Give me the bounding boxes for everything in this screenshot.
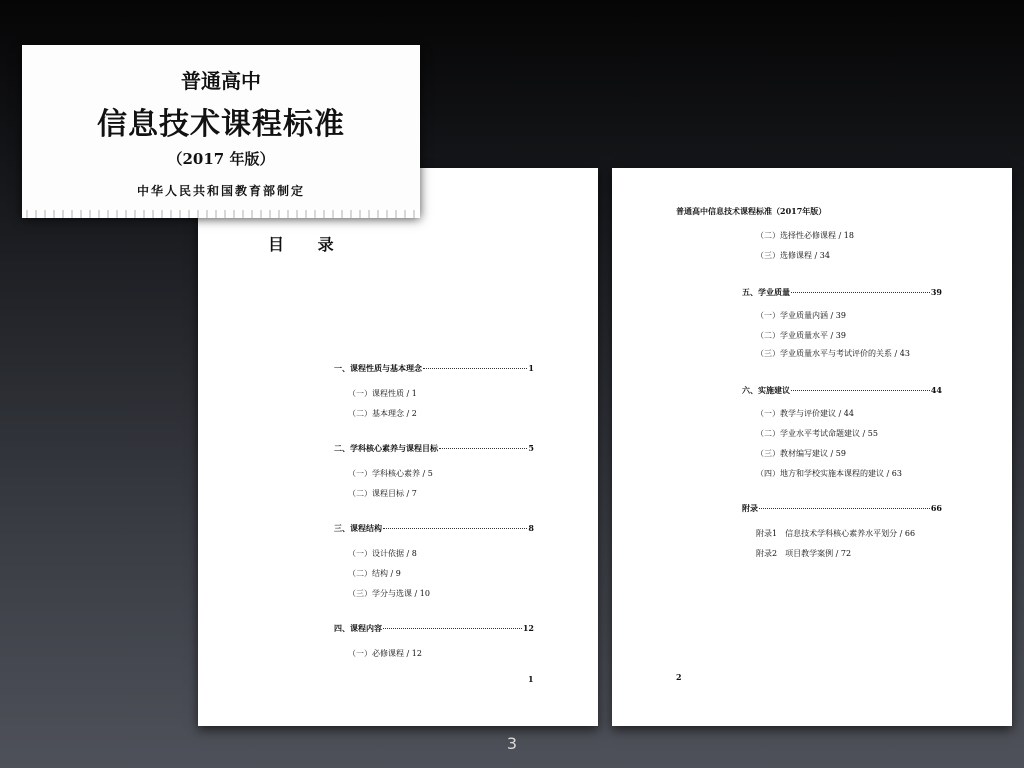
toc-section-entry [742, 386, 942, 394]
toc-section-label: 三、课程结构 [334, 523, 382, 533]
toc-subentry: （三）学业质量水平与考试评价的关系 / 43 [756, 349, 910, 358]
toc-subentry: （一）设计依据 / 8 [348, 549, 417, 558]
toc-subentry: （二）学业质量水平 / 39 [756, 331, 846, 340]
clipping-line1: 普通高中 [181, 69, 261, 93]
toc-section-entry [742, 504, 942, 512]
toc-subentry: 附录1 信息技术学科核心素养水平划分 / 66 [756, 529, 916, 538]
toc-section-entry [742, 288, 942, 296]
toc-subentry: （一）教学与评价建议 / 44 [756, 409, 854, 418]
toc-page-ref: 5 [528, 443, 534, 453]
leader-dots [791, 292, 930, 293]
toc-section-label: 附录 [742, 503, 758, 513]
toc-subentry: （三）学分与选课 / 10 [348, 589, 430, 598]
leader-dots [759, 508, 930, 509]
torn-edge [22, 210, 420, 218]
toc-page-ref: 39 [930, 287, 942, 297]
cover-clipping [22, 45, 420, 215]
toc-section-entry [334, 364, 534, 372]
toc-page-left [198, 168, 598, 726]
toc-page-ref: 8 [528, 523, 534, 533]
toc-subentry: （一）学科核心素养 / 5 [348, 469, 433, 478]
toc-subentry: （三）选修课程 / 34 [756, 251, 830, 260]
running-header: 普通高中信息技术课程标准（2017年版） [676, 206, 827, 216]
clipping-title: 信息技术课程标准 [97, 107, 345, 142]
toc-subentry: （二）基本理念 / 2 [348, 409, 417, 418]
toc-subentry: （三）教材编写建议 / 59 [756, 449, 846, 458]
toc-page-ref: 12 [522, 623, 534, 633]
toc-subentry: （一）学业质量内涵 / 39 [756, 311, 846, 320]
toc-section-entry [334, 444, 534, 452]
page-number: 2 [676, 672, 682, 682]
toc-section-label: 四、课程内容 [334, 623, 382, 633]
toc-subentry: （二）结构 / 9 [348, 569, 401, 578]
toc-heading: 目 录 [268, 235, 348, 254]
leader-dots [423, 368, 527, 369]
toc-section-label: 五、学业质量 [742, 287, 790, 297]
toc-section-label: 六、实施建议 [742, 385, 790, 395]
leader-dots [439, 448, 527, 449]
toc-page-right [612, 168, 1012, 726]
leader-dots [383, 528, 527, 529]
toc-subentry: 附录2 项目教学案例 / 72 [756, 549, 852, 558]
toc-subentry: （一）课程性质 / 1 [348, 389, 417, 398]
toc-section-entry [334, 624, 534, 632]
toc-section-label: 二、学科核心素养与课程目标 [334, 443, 438, 453]
toc-subentry: （二）学业水平考试命题建议 / 55 [756, 429, 878, 438]
toc-subentry: （四）地方和学校实施本课程的建议 / 63 [756, 469, 902, 478]
toc-section-label: 一、课程性质与基本理念 [334, 363, 422, 373]
leader-dots [791, 390, 930, 391]
toc-page-ref: 44 [930, 385, 942, 395]
toc-subentry: （二）选择性必修课程 / 18 [756, 231, 854, 240]
toc-page-ref: 66 [930, 503, 942, 513]
toc-section-entry [334, 524, 534, 532]
toc-subentry: （二）课程目标 / 7 [348, 489, 417, 498]
clipping-publisher: 中华人民共和国教育部制定 [136, 184, 305, 198]
toc-page-ref: 1 [528, 363, 534, 373]
toc-subentry: （一）必修课程 / 12 [348, 649, 422, 658]
clipping-edition: （2017 年版） [167, 150, 275, 168]
leader-dots [383, 628, 522, 629]
slide-number: 3 [506, 734, 518, 753]
page-number: 1 [528, 674, 534, 684]
